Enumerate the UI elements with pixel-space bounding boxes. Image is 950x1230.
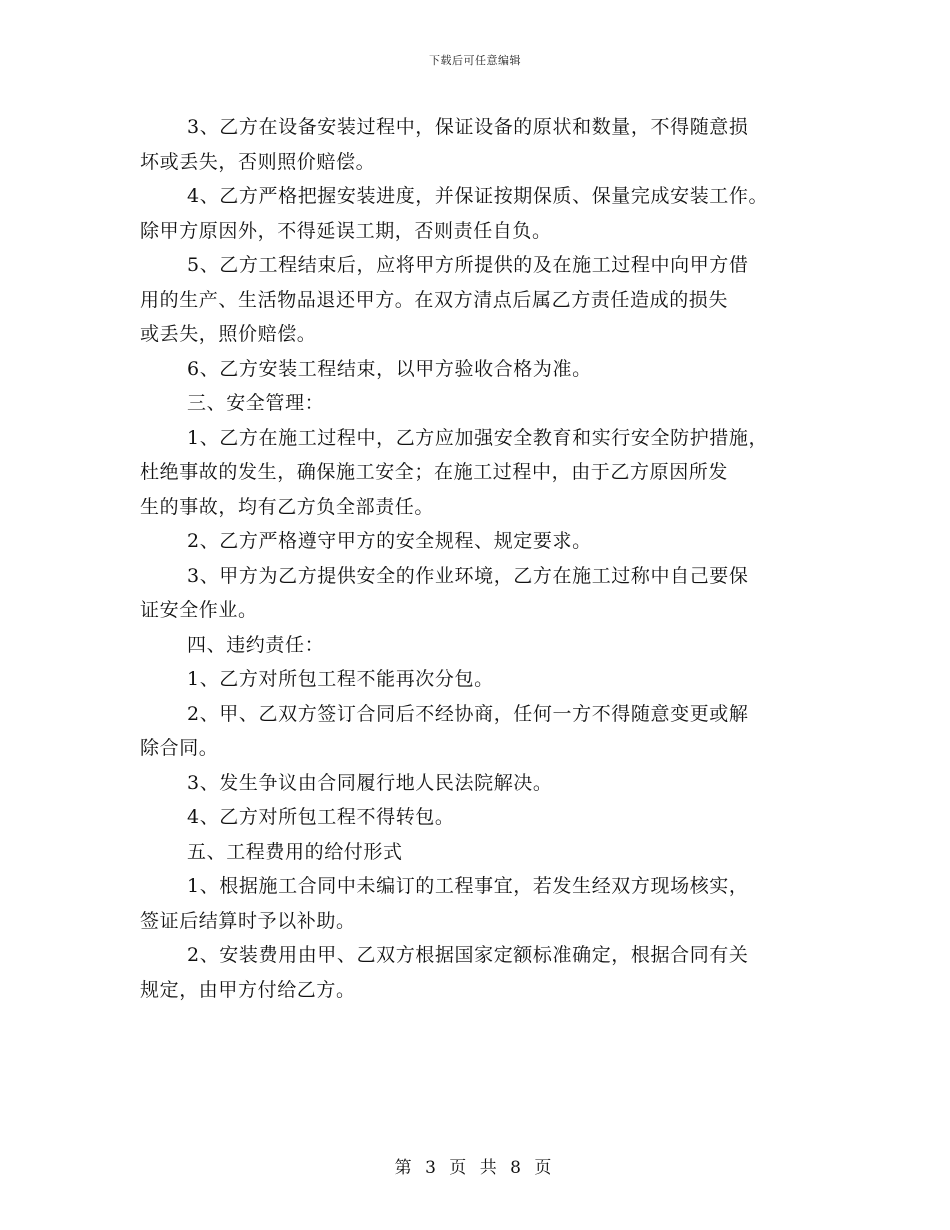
- paragraph-line-first: 4、乙方严格把握安装进度，并保证按期保质、保量完成安装工作。: [187, 185, 769, 207]
- paragraph-line-first: 6、乙方安装工程结束，以甲方验收合格为准。: [187, 357, 592, 380]
- paragraph-line: 除合同。: [140, 737, 219, 759]
- paragraph-line-first: 1、乙方在施工过程中，乙方应加强安全教育和实行安全防护措施，: [187, 426, 769, 449]
- paragraph-line-first: 五、工程费用的给付形式: [187, 840, 403, 863]
- paragraph-line: 坏或丢失，否则照价赔偿。: [140, 150, 376, 173]
- paragraph-line-first: 3、乙方在设备安装过程中，保证设备的原状和数量，不得随意损: [187, 116, 749, 138]
- page-header: 下载后可任意编辑: [429, 54, 521, 67]
- paragraph-line-first: 4、乙方对所包工程不得转包。: [187, 806, 455, 828]
- paragraph-line-first: 3、甲方为乙方提供安全的作业环境，乙方在施工过称中自己要保: [187, 564, 749, 587]
- paragraph-line-first: 2、安装费用由甲、乙双方根据国家定额标准确定，根据合同有关: [187, 944, 749, 966]
- paragraph-line-first: 2、甲、乙双方签订合同后不经协商，任何一方不得随意变更或解: [187, 702, 749, 725]
- paragraph-line: 生的事故，均有乙方负全部责任。: [140, 495, 435, 518]
- page-footer: 第 3 页 共 8 页: [394, 1158, 556, 1178]
- paragraph-line-first: 5、乙方工程结束后，应将甲方所提供的及在施工过程中向甲方借: [187, 254, 749, 276]
- paragraph-line: 签证后结算时予以补助。: [140, 909, 356, 932]
- paragraph-line-first: 3、发生争议由合同履行地人民法院解决。: [187, 771, 553, 794]
- document-body: [140, 112, 815, 1009]
- paragraph-line: 除甲方原因外，不得延误工期，否则责任自负。: [140, 219, 552, 242]
- paragraph-line: 用的生产、生活物品退还甲方。在双方清点后属乙方责任造成的损失: [140, 288, 729, 311]
- paragraph-line-first: 三、安全管理：: [187, 392, 325, 414]
- paragraph-line-first: 四、违约责任：: [187, 633, 325, 656]
- paragraph-line-first: 2、乙方严格遵守甲方的安全规程、规定要求。: [187, 530, 592, 552]
- paragraph-line-first: 1、乙方对所包工程不能再次分包。: [187, 668, 494, 690]
- paragraph-line-first: 1、根据施工合同中未编订的工程事宜，若发生经双方现场核实，: [187, 875, 749, 897]
- paragraph-line: 杜绝事故的发生，确保施工安全；在施工过程中，由于乙方原因所发: [140, 461, 729, 483]
- paragraph-line: 或丢失，照价赔偿。: [140, 323, 317, 345]
- paragraph-line: 证安全作业。: [140, 599, 258, 621]
- paragraph-line: 规定，由甲方付给乙方。: [140, 978, 356, 1001]
